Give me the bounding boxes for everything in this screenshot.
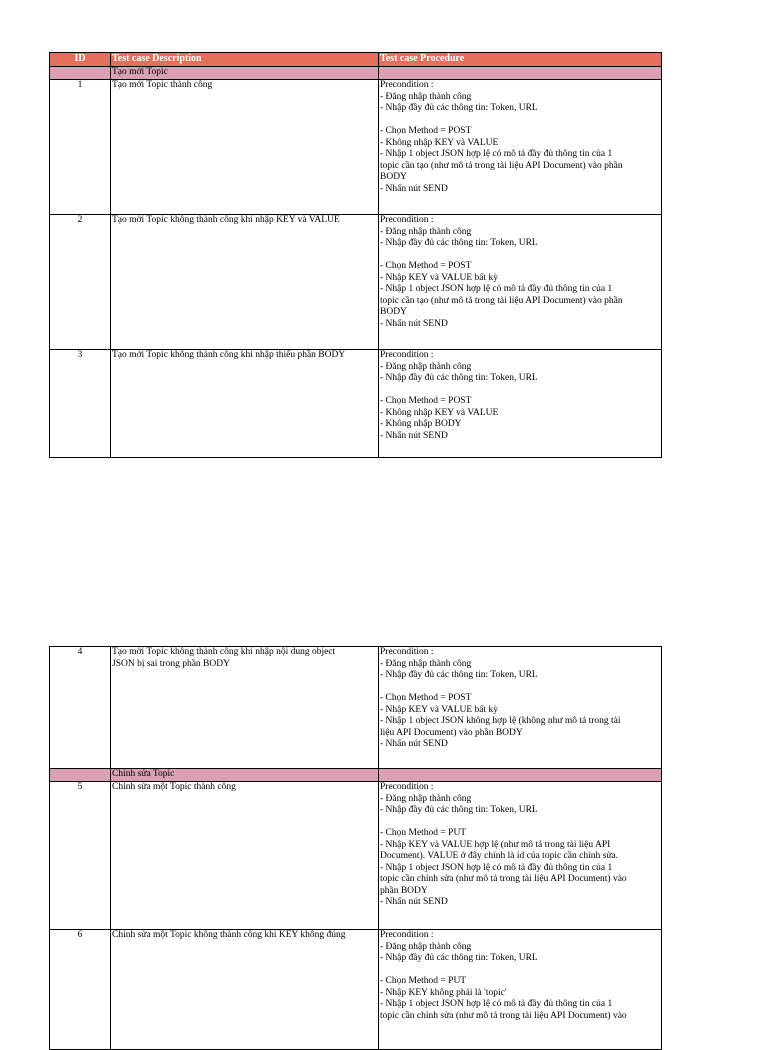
header-id: ID [50, 53, 111, 67]
case-id: 1 [50, 80, 111, 215]
section-row-create [50, 67, 662, 80]
section-row-edit [50, 769, 662, 782]
case-id: 5 [50, 782, 111, 930]
case-description: Chỉnh sửa một Topic thành công [111, 782, 379, 930]
case-procedure: Precondition : - Đăng nhập thành công - Nhập đầy đủ các thông tin: Token, URL - Chọn Method = POST - Nhập KEY và VALUE bất kỳ - Nhập 1 object JSON không hợp lệ (không như mô tả trong tài liệu API Document) vào phần BODY - Nhấn nút SEND [379, 647, 662, 769]
table-row [50, 930, 662, 1050]
section-title: Tạo mới Topic [111, 67, 379, 80]
case-id: 6 [50, 930, 111, 1050]
case-procedure: Precondition : - Đăng nhập thành công - Nhập đầy đủ các thông tin: Token, URL - Chọn Method = POST - Không nhập KEY và VALUE - Không nhập BODY - Nhấn nút SEND [379, 350, 662, 458]
case-id: 4 [50, 647, 111, 769]
case-procedure: Precondition : - Đăng nhập thành công - Nhập đầy đủ các thông tin: Token, URL - Chọn Method = POST - Nhập KEY và VALUE bất kỳ - Nhập 1 object JSON hợp lệ có mô tả đầy đủ thông tin của 1 topic cần tạo (như mô tả trong tài liệu API Document) vào phần BODY - Nhấn nút SEND [379, 215, 662, 350]
table-row [50, 80, 662, 215]
table-header-row [50, 53, 662, 67]
case-procedure: Precondition : - Đăng nhập thành công - Nhập đầy đủ các thông tin: Token, URL - Chọn Method = PUT - Nhập KEY không phải là 'topic' - Nhập 1 object JSON hợp lệ có mô tả đầy đủ thông tin của 1 topic cần chỉnh sửa (như mô tả trong tài liệu API Document) vào [379, 930, 662, 1050]
table-row [50, 782, 662, 930]
header-description: Test case Description [111, 53, 379, 67]
case-procedure: Precondition : - Đăng nhập thành công - Nhập đầy đủ các thông tin: Token, URL - Chọn Method = POST - Không nhập KEY và VALUE - Nhập 1 object JSON hợp lệ có mô tả đầy đủ thông tin của 1 topic cần tạo (như mô tả trong tài liệu API Document) vào phần BODY - Nhấn nút SEND [379, 80, 662, 215]
case-procedure: Precondition : - Đăng nhập thành công - Nhập đầy đủ các thông tin: Token, URL - Chọn Method = PUT - Nhập KEY và VALUE hợp lệ (như mô tả trong tài liệu API Document). VALUE ở đây chính là id của topic cần chỉnh sửa. - Nhập 1 object JSON hợp lệ có mô tả đầy đủ thông tin của 1 topic cần chỉnh sửa (như mô tả trong tài liệu API Document) vào phần BODY - Nhấn nút SEND [379, 782, 662, 930]
case-id: 3 [50, 350, 111, 458]
case-description: Tạo mới Topic không thành công khi nhập KEY và VALUE [111, 215, 379, 350]
section-title: Chỉnh sửa Topic [111, 769, 379, 782]
test-case-table-2 [49, 646, 662, 1050]
header-procedure: Test case Procedure [379, 53, 662, 67]
case-id: 2 [50, 215, 111, 350]
case-description: Tạo mới Topic không thành công khi nhập nội dung object JSON bị sai trong phần BODY [111, 647, 379, 769]
table-row [50, 215, 662, 350]
case-description: Chỉnh sửa một Topic không thành công khi KEY không đúng [111, 930, 379, 1050]
table-row [50, 350, 662, 458]
case-description: Tạo mới Topic không thành công khi nhập thiếu phần BODY [111, 350, 379, 458]
table-row [50, 647, 662, 769]
case-description: Tạo mới Topic thành công [111, 80, 379, 215]
test-case-table-1 [49, 52, 662, 458]
